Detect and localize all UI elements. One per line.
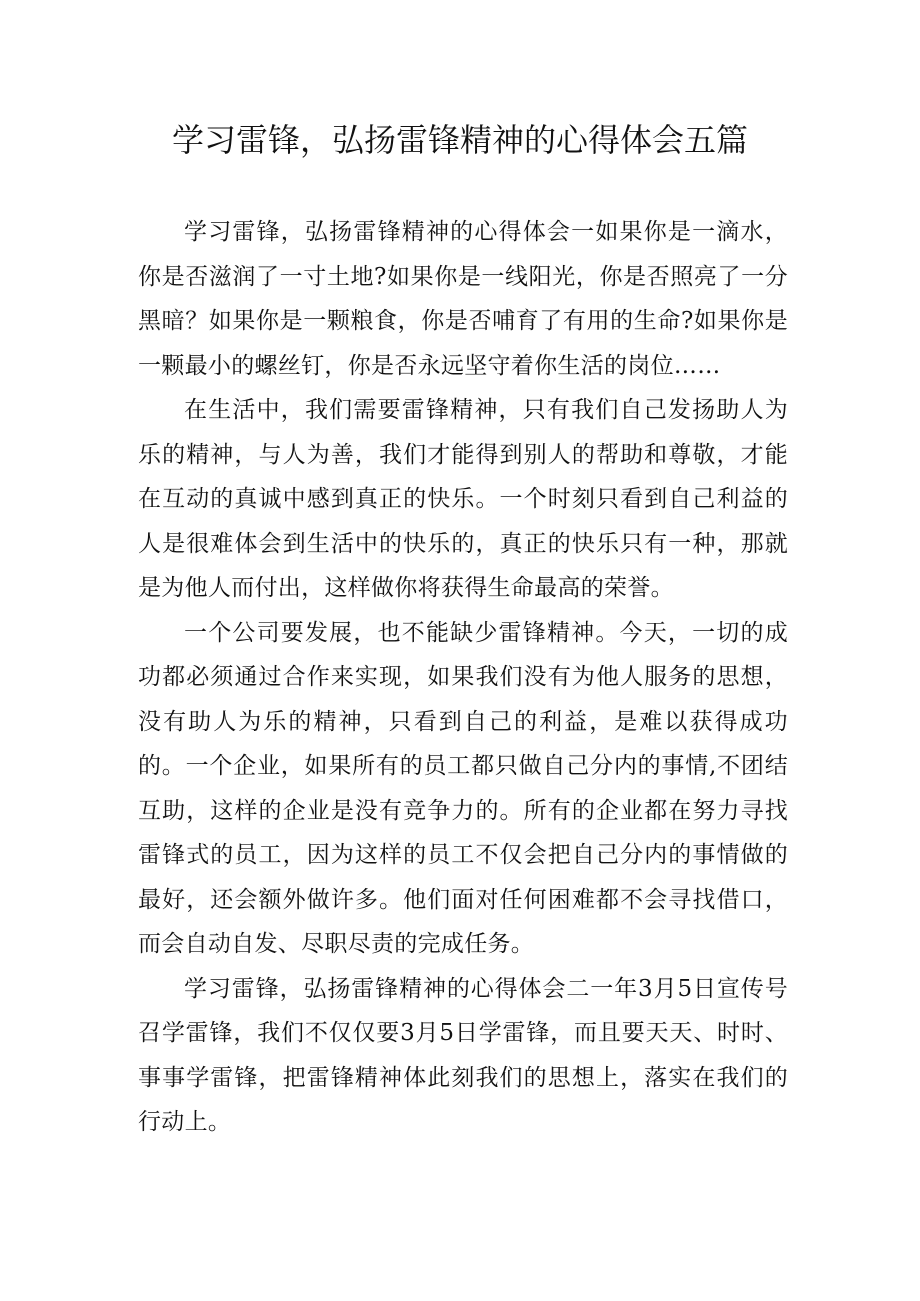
paragraph-4: 学习雷锋，弘扬雷锋精神的心得体会二一年3月5日宣传号召学雷锋，我们不仅仅要3月5日学雷锋，而且要天天、时时、事事学雷锋，把雷锋精神体此刻我们的思想上，落实在我们的行动上。: [138, 975, 788, 1135]
paragraph-3: 一个公司要发展，也不能缺少雷锋精神。今天，一切的成功都必须通过合作来实现，如果我们没有为他人服务的思想，没有助人为乐的精神，只看到自己的利益，是难以获得成功的。一个企业，如果所有的员工都只做自己分内的事情,不团结互助，这样的企业是没有竞争力的。所有的企业都在努力寻找雷锋式的员工，因为这样的员工不仅会把自己分内的事情做的最好，还会额外做许多。他们面对任何困难都不会寻找借口，而会自动自发、尽职尽责的完成任务。: [138, 619, 788, 957]
paragraph-2: 在生活中，我们需要雷锋精神，只有我们自己发扬助人为乐的精神，与人为善，我们才能得到别人的帮助和尊敬，才能在互动的真诚中感到真正的快乐。一个时刻只看到自己利益的人是很难体会到生活中的快乐的，真正的快乐只有一种，那就是为他人而付出，这样做你将获得生命最高的荣誉。: [138, 397, 788, 601]
document-body: [138, 210, 788, 1145]
document-title: 学习雷锋，弘扬雷锋精神的心得体会五篇: [171, 121, 748, 159]
paragraph-1: 学习雷锋，弘扬雷锋精神的心得体会一如果你是一滴水，你是否滋润了一寸土地?如果你是一线阳光，你是否照亮了一分黑暗？如果你是一颗粮食，你是否哺育了有用的生命?如果你是一颗最小的螺丝钉，你是否永远坚守着你生活的岗位……: [138, 219, 788, 379]
